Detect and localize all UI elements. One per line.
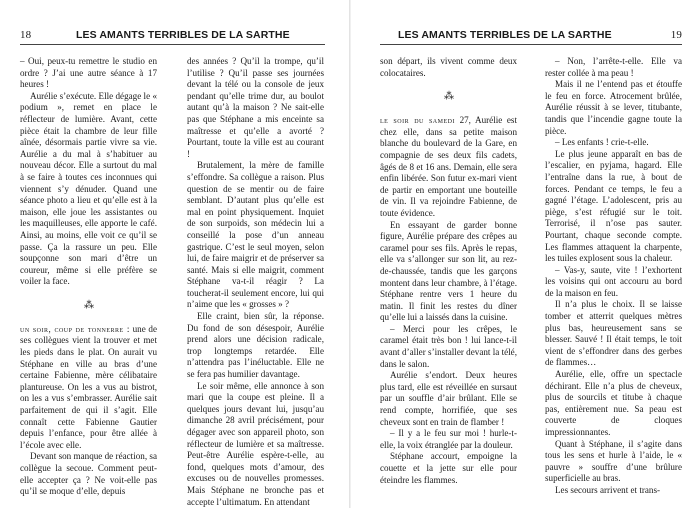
running-title-left: LES AMANTS TERRIBLES DE LA SARTHE [76,29,290,41]
left-running-head [20,27,325,43]
paragraph: Brutalement, la mère de famille s’effondre. Sa collègue a raison. Plus question de se mentir ou de faire semblant. D’autant plus qu’elle est mal en point physiquement. Inquiet de son surpoids, son médecin lui a conseillé la pose d’un anneau gastrique. C’est le seul moyen, selon lui, de faire maigrir et de préserver sa santé. Mais si elle maigrit, comment Stéphane va-t-il réagir ? La toucherat-il seulement encore, lui qui n’aime que les « grosses » ? [187,160,324,310]
section-opening-paragraph [380,115,517,219]
paragraph: Quant à Stéphane, il s’agite dans tous les sens et hurle à l’aide, le « pauvre » souffre d’une brûlure superficielle au bras. [545,438,682,484]
header-rule-right [380,44,682,45]
paragraph: Les secours arrivent et trans- [555,484,661,495]
section-ornament: ⁂ [84,299,93,311]
right-column-2 [545,56,682,497]
page-number-left: 18 [20,29,32,41]
left-column-2 [187,56,324,508]
paragraph: Il n’a plus le choix. Il se laisse tomber et atterrit quelques mètres plus bas, heureusement sans se blesser. Sauvé ! Il était temps, le toit vient de s’effondrer dans des gerbes de flammes… [545,299,682,368]
paragraph: – Les enfants ! crie-t-elle. [555,137,649,148]
paragraph-text: 27, Aurélie est chez elle, dans sa petite maison blanche du boulevard de la Gare, en compagnie de ses deux fils cadets, âgés de 8 et 16 ans. Demain, elle sera enfin libérée. Son futur ex-mari vient de partir en emportant une bouteille de vin. Il va rejoindre Fabienne, de toute évidence. [380,115,517,218]
paragraph-text: une de ses collègues vient la trouver et met les pieds dans le plat. On aurait vu Stéphane en ville au bras d’une certaine Fabienne, mère célibataire plantureuse. On les a vus au bistrot, on les a vus s’embrasser. Aurélie sait parfaitement de qui il s’agit. Elle connaît cette Fabienne Gautier depuis l’enfance, pour être allée à l’école avec elle. [20,323,157,450]
paragraph: son départ, ils vivent comme deux colocataires. [380,56,517,78]
right-running-head [380,27,682,43]
paragraph: Elle craint, bien sûr, la réponse. Du fond de son désespoir, Aurélie prend alors une décision radicale, trop longtemps retardée. Elle n’attendra pas l’inéluctable. Elle ne se fera pas humilier davantage. [187,311,324,380]
paragraph: Devant son manque de réaction, sa collègue la secoue. Comment peut-elle accepter ça ? Ne voit-elle pas qu’il se moque d’elle, depuis [20,451,157,497]
paragraph: des années ? Qu’il la trompe, qu’il l’utilise ? Qu’il passe ses journées devant la télé ou la console de jeux pendant qu’elle trime dur, au boulot autant qu’à la maison ? Ne sait-elle pas que Stéphane a mis enceinte sa maîtresse et qu’elle a avorté ? Pourtant, toute la ville est au courant ! [187,56,324,159]
paragraph: – Il y a le feu sur moi ! hurle-t-elle, la voix étranglée par la douleur. [380,428,517,450]
section-lead-in: le soir du samedi [380,115,455,126]
paragraph: Le plus jeune apparaît en bas de l’escalier, en pyjama, hagard. Elle l’entraîne dans la rue, à bout de forces. Pendant ce temps, le feu a gagné l’étage. L’adolescent, pris au piège, s’est réfugié sur le toit. Terrorisé, il n’ose pas sauter. Pourtant, chaque seconde compte. Les flammes attaquent la charpente, les tuiles explosent sous la chaleur. [545,148,682,264]
header-rule-left [20,44,325,45]
section-opening-paragraph [20,324,157,452]
right-page [350,0,700,508]
paragraph: En essayant de garder bonne figure, Aurélie prépare des crêpes au caramel pour ses fils. Après le repas, elle va s’allonger sur son lit, au rez-de-chaussée, tandis que les garçons montent dans leur chambre, à l’étage. Stéphane rentre vers 1 heure du matin. Il finit les restes du dîner qu’elle lui a laissés dans la cuisine. [380,219,517,323]
section-lead-in: un soir, coup de tonnerre : [20,323,130,334]
paragraph: Aurélie s’endort. Deux heures plus tard, elle est réveillée en sursaut par un souffle d’air brûlant. Elle se rend compte, horrifiée, que ses cheveux sont en train de flamber ! [380,370,517,427]
paragraph: – Oui, peux-tu remettre le studio en ordre ? J’ai une autre séance à 17 heures ! [20,56,157,90]
paragraph: Mais il ne l’entend pas et étouffe le feu en force. Atrocement brûlée, Aurélie réussit à se lever, titubante, tandis que l’incendie gagne toute la pièce. [545,79,682,136]
paragraph: Stéphane accourt, empoigne la couette et la jette sur elle pour éteindre les flammes. [380,451,517,485]
paragraph: Aurélie s’exécute. Elle dégage le « podium », remet en place le réflecteur de lumière. Avant, cette pièce était la chambre de leur fille aînée, désormais partie vivre sa vie. Aurélie a du mal à s’habituer au nouveau décor. Elle a surtout du mal à se faire à toutes ces inconnues qui viennent s’y dénuder. Quand une séance photo a lieu et qu’elle est à la maison, elle joue les assistantes ou les maquilleuses, elle apporte le café. Ainsi, au moins, elle voit ce qu’il se passe. Ça la rassure un peu. Elle soupçonne son mari d’être un coureur, même si elle préfère se voiler la face. [20,90,157,287]
paragraph: Aurélie, elle, offre un spectacle déchirant. Elle n’a plus de cheveux, plus de sourcils et titube à chaque pas, entièrement nue. Sa peau est couverte de cloques impressionnantes. [545,369,682,437]
left-column-1 [20,56,157,498]
right-column-1 [380,56,517,486]
paragraph: – Non, l’arrête-t-elle. Elle va rester collée à ma peau ! [545,56,682,78]
paragraph: – Vas-y, saute, vite ! l’exhortent les voisins qui ont accouru au bord de la maison en feu. [545,264,682,298]
paragraph: Le soir même, elle annonce à son mari que la coupe est pleine. Il a quelques jours devant lui, jusqu’au dimanche 28 avril précisément, pour dégager avec son appareil photo, son réflecteur de lumière et sa maîtresse. Peut-être Aurélie espère-t-elle, au fond, quelques mots d’amour, des excuses ou de nouvelles promesses. Mais Stéphane ne bronche pas et accepte l’ultimatum. En attendant [187,380,324,507]
section-ornament: ⁂ [444,91,453,103]
running-title-right: LES AMANTS TERRIBLES DE LA SARTHE [398,29,612,41]
page-number-right: 19 [670,29,682,41]
paragraph: – Merci pour les crêpes, le caramel était très bon ! lui lance-t-il avant d’aller s’installer devant la télé, dans le salon. [380,323,517,369]
